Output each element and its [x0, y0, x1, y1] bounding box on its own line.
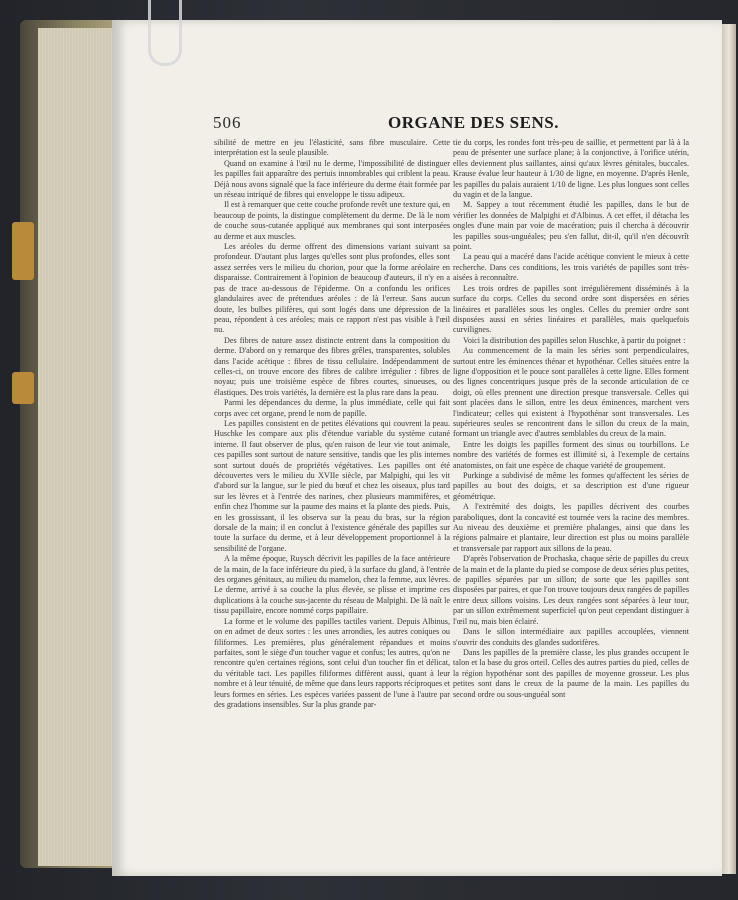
- paragraph: Quand on examine à l'œil nu le derme, l'impossibilité de distinguer les papilles fait apparaître des pertuis innombrables qui criblent la peau. Déjà nous avons signalé que la face inférieure du derme était formée par un réseau intriqué de fibres qui enveloppe le tissu adipeux.: [214, 158, 450, 200]
- bookmark-tab: [12, 372, 34, 404]
- paragraph: Des fibres de nature assez distincte entrent dans la composition du derme. D'abord on y remarque des fibres grêles, transparentes, solubles dans l'acide acétique : fibres de tissu cellulaire. Indépendamment de celles-ci, on trouve encore des fibres de calibre irrégulier : fibres de noyau; puis une troisième espèce de fibres courtes, sinueuses, ou élastiques. Des trois variétés, la dernière est la plus rare dans la peau.: [214, 335, 450, 397]
- text-column-right: [453, 138, 689, 764]
- paragraph: Dans les papilles de la première classe, les plus grandes occupent le talon et la base du gros orteil. Celles des autres parties du pied, celles de la région hypothénar sont des papilles de moyenne grosseur. Les plus petites sont dans le creux de la paume de la main. Les papilles du second ordre ou sous-unguéal sont: [453, 647, 689, 699]
- paragraph: D'après l'observation de Prochaska, chaque série de papilles du creux de la main et de la plante du pied se compose de deux séries plus petites, de papilles séparées par un sillon; de sorte que les papilles sont disposées par paires, et que l'on trouve toujours deux rangées de papilles entre deux sillons voisins. Les deux rangées sont séparées à leur tour, par un sillon extrêmement superficiel qu'on peut cependant distinguer à l'œil nu, mais bien éclairé.: [453, 554, 689, 626]
- bookmark-tab: [12, 222, 34, 280]
- paragraph: sibilité de mettre en jeu l'élasticité, sans fibre musculaire. Cette interprétation est la seule plausible.: [214, 138, 450, 158]
- paragraph: A l'extrémité des doigts, les papilles décrivent des courbes paraboliques, dont la concavité est tournée vers la racine des membres. Au niveau des deuxième et première phalanges, ainsi que dans les régions palmaire et plantaire, leur direction est plus ou moins parallèle et transversale par rapport aux sillons de la peau.: [453, 502, 689, 553]
- page-header: [213, 113, 695, 135]
- paragraph: Voici la distribution des papilles selon Huschke, à partir du poignet :: [463, 335, 686, 345]
- paragraph: La peau qui a macéré dans l'acide acétique convient le mieux à cette recherche. Dans ces conditions, les trois variétés de papilles sont très-aisées à reconnaître.: [453, 252, 689, 283]
- paragraph: Purkinge a subdivisé de même les formes qu'affectent les séries de papilles au bout des doigts, et sa description est d'une rigueur géométrique.: [453, 471, 689, 501]
- paragraph: tie du corps, les rondes font très-peu de saillie, et permettent par là à la peau de présenter une surface plane; à la conjonctive, à l'orifice utérin, elles deviennent plus saillantes, ainsi qu'aux lèvres génitales, buccales. Krause évalue leur hauteur à 1/30 de ligne, en moyenne. D'après Henle, les papilles du palais auraient 1/10 de ligne. Les plus longues sont celles du vagin et de la langue.: [453, 138, 689, 200]
- text-column-left: [214, 138, 450, 764]
- page-number: 506: [213, 113, 242, 132]
- paragraph: A la même époque, Ruysch décrivit les papilles de la face antérieure de la main, de la face inférieure du pied, à la surface du gland, à l'entrée des organes génitaux, au milieu du mamelon, chez la femme, aux lèvres. Le derme, arrivé à sa couche la plus élevée, se plisse et imprime ces duplications à la couche sus-jacente du réseau de Malpighi. De là naît le tissu papillaire, encore nommé corps papillaire.: [214, 554, 450, 616]
- paragraph: Entre les doigts les papilles forment des sinus ou tourbillons. Le nombre des variétés de formes est illimité si, à l'exemple de certains anatomistes, on fait une espèce de chaque variété de groupement.: [453, 439, 689, 470]
- paragraph: Il est à remarquer que cette couche profonde revêt une texture qui, en beaucoup de points, la distingue complètement du derme. De là le nom de couche sous-cutanée appliqué aux membranes qui sont interposées au derme et aux muscles.: [214, 200, 450, 241]
- paragraph: Les aréoles du derme offrent des dimensions variant suivant sa profondeur. D'autant plus larges qu'elles sont plus profondes, elles sont assez serrées vers le milieu du chorion, pour que la forme aréolaire en disparaisse. Contrairement à l'opinion de beaucoup d'auteurs, il n'y en a pas de trace au-dessous de l'épiderme. On a confondu les orifices glandulaires avec de prétendues aréoles : de là l'erreur. Sans aucun doute, les bulbes pilifères, qui sont logés dans une dépression de la peau, répondent à ces aréoles; mais ce rapport n'est pas visible à l'œil nu.: [214, 242, 450, 335]
- paragraph: Parmi les dépendances du derme, la plus immédiate, celle qui fait corps avec cet organe, prend le nom de papille.: [214, 398, 450, 418]
- paragraph: La forme et le volume des papilles tactiles varient. Depuis Albinus, on en admet de deux sortes : les unes arrondies, les autres coniques ou filiformes. Les premières, plus généralement répandues et moins parfaites, sont le siège d'un toucher vague et confus; les autres, qu'on ne rencontre qu'en certaines régions, sont celui d'un toucher fin et délicat, du véritable tact. Les papilles filiformes diffèrent aussi, quant à leur nombre et à leur ténuité, de même que dans leurs rapports réciproques et leurs formes en séries. Les espèces variées passent de l'une à l'autre par des gradations insensibles. Sur la plus grande par-: [214, 616, 450, 709]
- paragraph: Les papilles consistent en de petites élévations qui couvrent la peau. Huschke les compare aux plis d'étendue variable du système cutané interne. Il faut observer de plus, qu'en raison de leur vie tout animale, ces papilles sont surtout de nature sensitive, tandis que les plis internes sont surtout doués de propriétés végétatives. Les papilles ont été découvertes vers le milieu du XVIIe siècle, par Malpighi, qui les vit d'abord sur la langue, sur le pied du bœuf et chez les oiseaux, plus tard sur les lèvres et à l'entrée des narines, chez plusieurs mammifères, et enfin chez l'homme sur la paume des mains et la plante des pieds. Puis, en les grossissant, il les observa sur la peau du bras, sur la région dorsale de la main; il en conclut à l'existence générale des papilles sur toute la surface du derme, et à leur développement proportionnel à la sensibilité de l'organe.: [214, 418, 450, 553]
- clip-icon: [148, 0, 182, 66]
- page-edges: [38, 28, 114, 866]
- paragraph: Dans le sillon intermédiaire aux papilles accouplées, viennent s'ouvrir des conduits des glandes sudorifères.: [453, 627, 689, 647]
- paragraph: M. Sappey a tout récemment étudié les papilles, dans le but de vérifier les données de Malpighi et d'Albinus. A cet effet, il détacha les ongles d'une main par voie de macération; puis il chercha à découvrir les papilles sous-unguéales; peu s'en fallut, dit-il, qu'il n'en découvrît point.: [453, 200, 689, 252]
- paragraph: Les trois ordres de papilles sont irrégulièrement disséminés à la surface du corps. Celles du second ordre sont dispersées en séries linéaires et parallèles sous les ongles. Celles du premier ordre sont disposées aussi en séries linéaires et parallèles, mais quelquefois curvilignes.: [453, 283, 689, 335]
- paragraph: Au commencement de la main les séries sont perpendiculaires, surtout entre les éminences thénar et hypothénar. Celles situées entre la ligne d'opposition et le pouce sont parallèles à cette ligne. Elles forment des lignes concentriques jusque près de la seconde articulation de ce doigt, où elles prennent une direction presque transversale. Celles qui sont placées dans le sillon, entre les deux éminences, marchent vers l'indicateur; celles qui existent à l'hypothénar sont transversales. Les supérieures seules se rencontrent dans le sillon du creux de la main, formant un triangle avec d'autres semblables du creux de la main.: [453, 346, 689, 439]
- running-title: ORGANE DES SENS.: [388, 113, 559, 132]
- facing-page-edge: [722, 24, 736, 874]
